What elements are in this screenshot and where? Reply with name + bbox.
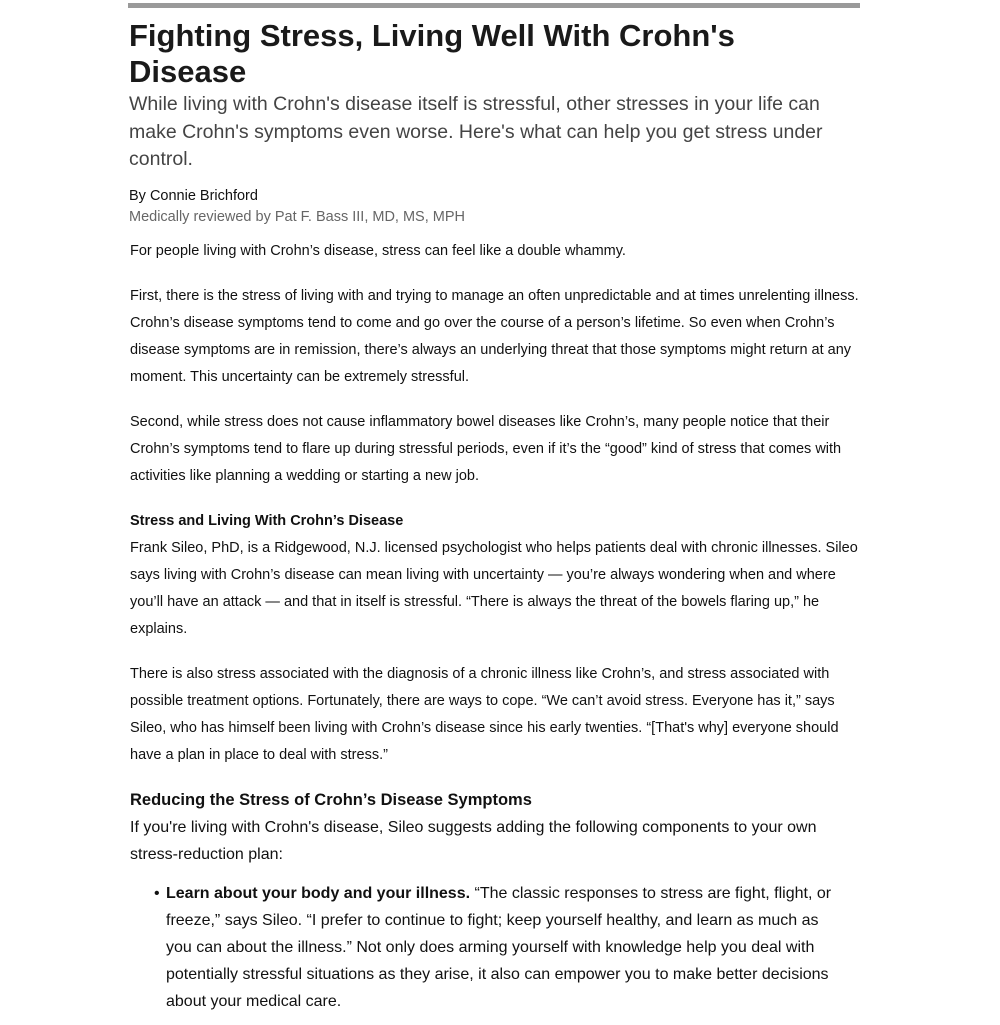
list-item — [154, 880, 834, 1015]
author-byline: By Connie Brichford — [129, 188, 258, 204]
intro-paragraph: For people living with Crohn’s disease, stress can feel like a double whammy. — [130, 243, 626, 259]
section-heading-2: Reducing the Stress of Crohn’s Disease Symptoms — [130, 791, 532, 809]
top-rule — [128, 3, 860, 8]
article-body — [130, 238, 865, 1015]
paragraph-4: There is also stress associated with the diagnosis of a chronic illness like Crohn’s, and stress associated with possible treatment options. Fortunately, there are ways to cope. “We can’t avoid stress. Everyone has it,” says Sileo, who has himself been living with Crohn’s disease since his early twenties. “[That's why] everyone should have a plan in place to deal with stress.” — [130, 666, 839, 763]
article-subtitle: While living with Crohn's disease itself is stressful, other stresses in your life can make Crohn's symptoms even worse. Here's what can help you get stress under control. — [129, 93, 823, 170]
medical-reviewer: Medically reviewed by Pat F. Bass III, MD, MS, MPH — [129, 209, 466, 225]
tips-list — [154, 880, 834, 1015]
bullet-icon: • — [154, 885, 160, 902]
list-item-lead: Learn about your body and your illness. — [166, 885, 471, 902]
paragraph-5: If you're living with Crohn's disease, Sileo suggests adding the following components to your own stress-reduction plan: — [130, 819, 817, 863]
article-title: Fighting Stress, Living Well With Crohn's Disease — [129, 18, 735, 89]
paragraph-1: First, there is the stress of living with and trying to manage an often unpredictable and at times unrelenting illness. Crohn’s disease symptoms tend to come and go over the course of a person’s lifetime. So even when Crohn’s disease symptoms are in remission, there’s always an underlying threat that those symptoms might return at any moment. This uncertainty can be extremely stressful. — [130, 288, 859, 385]
paragraph-3: Frank Sileo, PhD, is a Ridgewood, N.J. licensed psychologist who helps patients deal with chronic illnesses. Sileo says living with Crohn’s disease can mean living with uncertainty — you’re always wondering when and where you’ll have an attack — and that in itself is stressful. “There is always the threat of the bowels flaring up,” he explains. — [130, 540, 858, 637]
section-heading-1: Stress and Living With Crohn’s Disease — [130, 513, 404, 529]
paragraph-2: Second, while stress does not cause inflammatory bowel diseases like Crohn’s, many people notice that their Crohn’s symptoms tend to flare up during stressful periods, even if it’s the “good” kind of stress that comes with activities like planning a wedding or starting a new job. — [130, 414, 842, 484]
list-item-text: “The classic responses to stress are fight, flight, or freeze,” says Sileo. “I prefer to continue to fight; keep yourself healthy, and learn as much as you can about the illness.” Not only does arming yourself with knowledge help you deal with potentially stressful situations as they arise, it also can empower you to make better decisions about your medical care. — [166, 885, 832, 1010]
